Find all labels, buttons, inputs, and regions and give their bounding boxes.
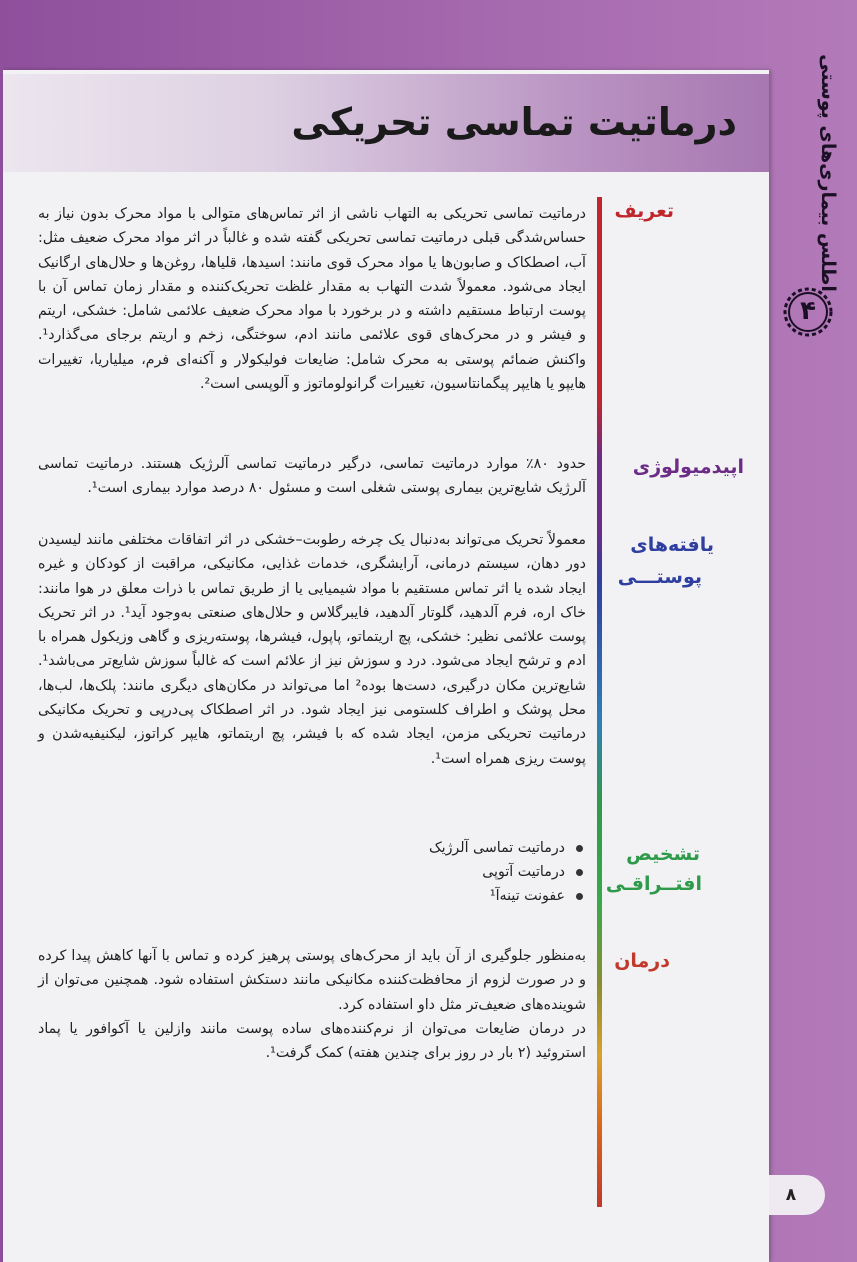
chapter-number-wrap (782, 286, 834, 338)
differential-list (285, 836, 585, 908)
skin-findings-paragraph: معمولاً تحریک می‌تواند به‌دنبال یک چرخه رطوبت–خشکی در اثر اتفاقات مختلفی مانند لیسیدن دور دهان، سیستم درمانی، آرایشگری، خدمات غذایی، مکانیکی، مراقبت از کودکان و غیره ایجاد شده یا اثر تماس مستقیم با مواد شیمیایی یا از طریق تماس با ذرات معلق در هوا مانند: خاک اره، فرم آلدهید، گلوتار آلدهید، فایبرگلاس و حلال‌های صنعتی به‌وجود آید¹. در اثر تحریک پوست علائمی نظیر: خشکی، پچ اریتماتو، پاپول، فیشرها، پوسته‌ریزی و گاهی وزیکول همراه با ادم و ترشح ایجاد می‌شود. درد و سوزش نیز از علائم است که غالباً سوزش شایع‌تر می‌باشد¹. شایع‌ترین مکان درگیری، دست‌ها بوده² اما می‌تواند در مکان‌های دیگری مانند: پلک‌ها، لب‌ها، محل پوشک و اطراف کلستومی نیز ایجاد شود. در اثر اصطکاک پی‌درپی و تحریک مکانیکی درماتیت تحریکی مزمن، ایجاد شده که با فیشر، پچ اریتماتو، هایپر کراتوز، لیکنیفیه‌شدن و پوست ریزی همراه است¹. (38, 532, 586, 767)
bullet-dot (576, 893, 583, 900)
chapter-number: ۴ (800, 296, 816, 326)
epidemiology-text (38, 452, 586, 501)
book-side-title (813, 54, 843, 292)
rainbow-divider (597, 197, 602, 1207)
differential-heading-line1: تشخیص (626, 843, 700, 865)
page-number: ۸ (785, 1185, 797, 1205)
definition-heading: تعریف (614, 200, 674, 222)
differential-item-text: درماتیت تماسی آلرژیک (428, 840, 565, 856)
definition-text (38, 202, 586, 396)
differential-item-text: عفونت تینه‌آ¹ (489, 888, 565, 904)
page-title: درماتیت تماسی تحریکی (291, 100, 737, 144)
differential-item (285, 836, 585, 860)
skin-findings-text (38, 528, 586, 771)
bullet-dot (576, 845, 583, 852)
treatment-text (38, 944, 586, 1065)
differential-item-text: درماتیت آتوپی (482, 864, 565, 880)
differential-item (285, 860, 585, 884)
epidemiology-paragraph: حدود ۸۰٪ موارد درماتیت تماسی، درگیر درماتیت تماسی آلرژیک هستند. درماتیت تماسی آلرژیک شایع‌ترین بیماری پوستی شغلی است و مسئول ۸۰ درصد موارد بیماری است¹. (38, 456, 586, 497)
epidemiology-heading: اپیدمیولوژی (632, 456, 744, 478)
page-number-tab (769, 1175, 825, 1215)
treatment-paragraph-2: در درمان ضایعات می‌توان از نرم‌کننده‌های ساده پوست مانند وازلین یا آکوافور یا پماد استروئید (۲ بار در روز برای چندین هفته) کمک گرفت¹. (38, 1020, 586, 1062)
skin-findings-heading-line2: پوستـــی (617, 566, 702, 588)
differential-item (285, 884, 585, 908)
treatment-paragraph-1: به‌منظور جلوگیری از آن باید از محرک‌های پوستی پرهیز کرده و تماس با آنها کاهش پیدا کرده و در صورت لزوم از محافظت‌کننده مکانیکی مانند دستکش استفاده شود. همچنین می‌توان از شوینده‌های ضعیف‌تر مثل داو استفاده کرد. (38, 948, 586, 1013)
treatment-heading: درمان (614, 950, 670, 972)
skin-findings-heading-line1: یافته‌های (630, 534, 714, 556)
definition-paragraph: درماتیت تماسی تحریکی به التهاب ناشی از اثر تماس‌های متوالی با مواد محرک بدون نیاز به حساس‌شدگی قبلی درماتیت تماسی تحریکی گفته شده و غالباً در اثر مواد محرک ضعیف مثل: آب، اصطکاک و صابون‌ها یا مواد محرک قوی مانند: اسیدها، قلیاها، روغن‌ها و حلال‌های ارگانیک ایجاد می‌شود. معمولاً شدت التهاب به مقدار غلظت تحریک‌کننده و مقدار زمان تماس آن با پوست ارتباط مستقیم داشته و در برخورد با مواد محرک ضعیف علائمی شامل: خشکی، اریتم و فیشر و در محرک‌های قوی علائمی مانند ادم، سوختگی، زخم و اریتم برجای می‌گذارد¹. واکنش ضمائم پوستی به محرک شامل: ضایعات فولیکولار و آکنه‌ای فرم، میلیاریا، تغییرات هایپو یا هایپر پیگمانتاسیون، تغییرات گرانولوماتوز و آلوپسی است². (38, 206, 586, 393)
side-title-text: اطلس بیماری‌های پوستی (817, 54, 839, 292)
differential-heading-line2: افتــراقـی (605, 873, 702, 895)
bullet-dot (576, 869, 583, 876)
